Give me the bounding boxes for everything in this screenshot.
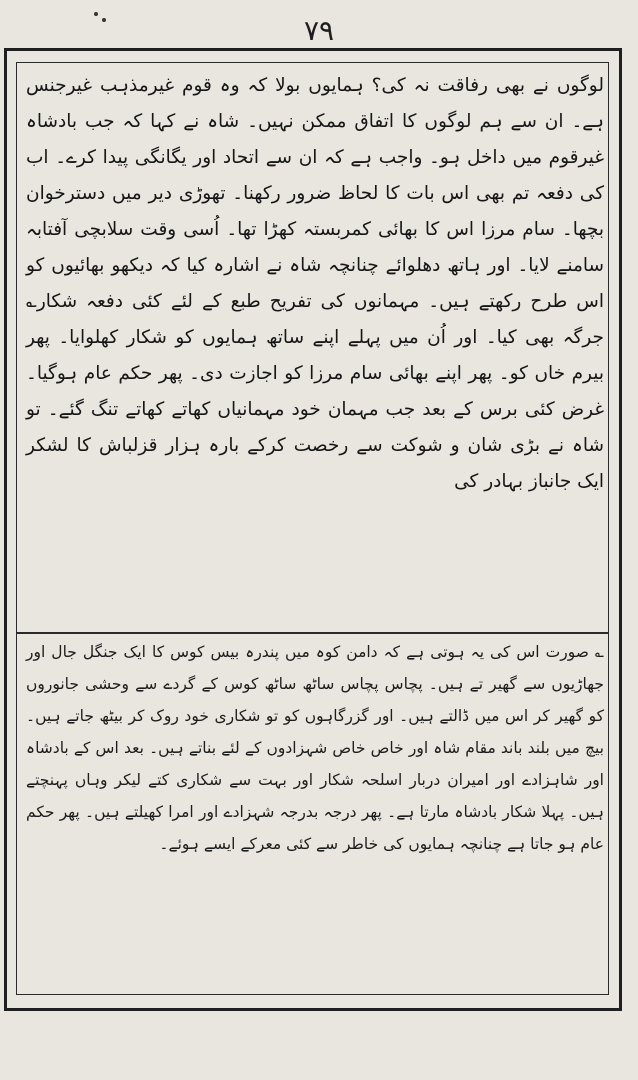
page-number: ۷۹ [303, 14, 335, 47]
ink-speck [94, 12, 98, 16]
main-body-text: لوگوں نے بھی رفاقت نہ کی؟ ہمایوں بولا کہ وہ قوم غیرمذہب غیرجنس ہے۔ ان سے ہم لوگوں کا اتفاق ممکن نہیں۔ شاہ نے کہا کہ جب بادشاہ غیرقوم میں داخل ہو۔ واجب ہے کہ ان سے اتحاد اور یگانگی پیدا کرے۔ اب کی دفعہ تم بھی اس بات کا لحاظ ضرور رکھنا۔ تھوڑی دیر میں دسترخوان بچھا۔ سام مرزا اس کا بھائی کمربستہ کھڑا تھا۔ اُسی وقت سلابچی آفتابہ سامنے لایا۔ اور ہاتھ دھلوائے چنانچہ شاہ نے اشارہ کیا کہ دیکھو بھائیوں کو اس طرح رکھتے ہیں۔ مہمانوں کی تفریح طبع کے لئے کئی دفعہ شکار؎ جرگہ بھی کیا۔ اور اُن میں پہلے اپنے ساتھ ہمایوں کو شکار کھلوایا۔ پھر بیرم خاں کو۔ پھر اپنے بھائی سام مرزا کو اجازت دی۔ پھر حکم عام ہوگیا۔ غرض کئی برس کے بعد جب مہمان خود مہمانیاں کھاتے کھاتے تنگ گئے۔ تو شاہ نے بڑی شان و شوکت سے رخصت کرکے بارہ ہزار قزلباش کا لشکر ایک جانباز بہادر کی [26, 75, 604, 492]
ink-speck [102, 18, 106, 22]
footnote-text: ؎ صورت اس کی یہ ہوتی ہے کہ دامن کوہ میں پندرہ بیس کوس کا ایک جنگل جال اور جھاڑیوں سے گھیر تے ہیں۔ پچاس پچاس ساٹھ ساٹھ کوس کے گردے سے وحشی جانوروں کو گھیر کر اس میں ڈالتے ہیں۔ اور گزرگاہوں کو تو شکاری خود روک کر بیٹھ جاتے ہیں۔ بیچ میں بلند باند مقام شاہ اور خاص خاص شہزادوں کے لئے بناتے ہیں۔ بعد اس کے بادشاہ اور شاہزادے اور امیران دربار اسلحہ شکار اور بہت سے شکاری کتے لیکر وہاں پہنچتے ہیں۔ پہلا شکار بادشاہ مارتا ہے۔ پھر درجہ بدرجہ شہزادے اور امرا کھیلتے ہیں۔ پھر حکم عام ہو جاتا ہے چنانچہ ہمایوں کی خاطر سے کئی معرکے ایسے ہوئے۔ [26, 643, 604, 853]
footnote-divider [16, 632, 609, 634]
